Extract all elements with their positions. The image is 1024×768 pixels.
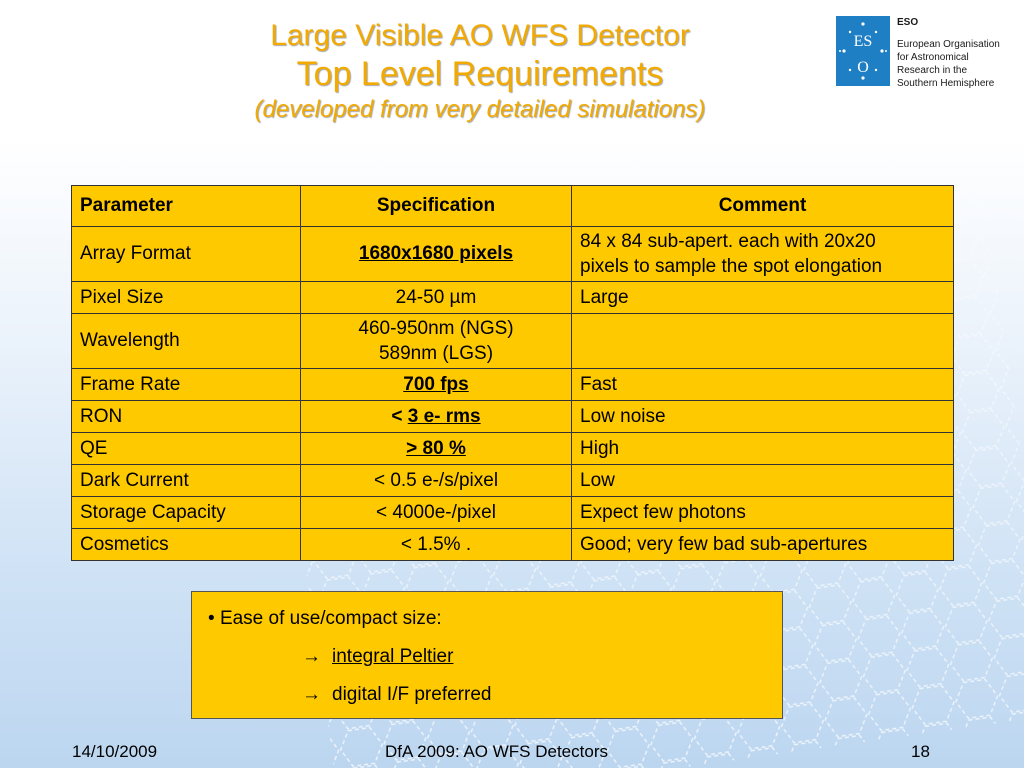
note-item-1-text: integral Peltier	[332, 646, 454, 667]
param-cell: Cosmetics	[72, 529, 301, 561]
spec-cell	[301, 369, 572, 401]
slide-title	[130, 18, 830, 126]
eso-abbreviation: ESO	[897, 17, 919, 28]
comment-cell: Large	[572, 282, 954, 314]
comment-cell: Good; very few bad sub-apertures	[572, 529, 954, 561]
spec-line-2: 589nm (LGS)	[378, 343, 494, 364]
arrow-right-icon: →	[302, 684, 321, 705]
eso-logo-text	[897, 16, 1000, 90]
comment-line-2: pixels to sample the spot elongation	[580, 256, 883, 277]
param-cell: Frame Rate	[72, 369, 301, 401]
comment-cell	[572, 314, 954, 369]
table-row	[72, 529, 954, 561]
param-cell: Storage Capacity	[72, 497, 301, 529]
table-row	[72, 401, 954, 433]
comment-cell: Low noise	[572, 401, 954, 433]
comment-cell: Low	[572, 465, 954, 497]
param-cell: Wavelength	[72, 314, 301, 369]
note-sub-item-1	[302, 646, 453, 668]
spec-cell: < 4000e-/pixel	[301, 497, 572, 529]
note-item-2-text: digital I/F preferred	[332, 684, 492, 705]
requirements-table	[71, 185, 954, 561]
param-cell: Pixel Size	[72, 282, 301, 314]
title-line-2: Top Level Requirements	[296, 55, 664, 93]
comment-cell	[572, 227, 954, 282]
title-line-3: (developed from very detailed simulations)	[254, 96, 706, 123]
bullet-icon: •	[208, 608, 215, 629]
spec-cell	[301, 433, 572, 465]
svg-text:ES: ES	[853, 33, 873, 50]
note-sub-item-2	[302, 684, 491, 706]
table-row	[72, 497, 954, 529]
spec-cell: < 1.5% .	[301, 529, 572, 561]
arrow-right-icon: →	[302, 646, 321, 667]
logo-text-line-4: Southern Hemisphere	[897, 78, 995, 89]
eso-logo	[836, 16, 890, 86]
spec-cell	[301, 227, 572, 282]
spec-cell	[301, 401, 572, 433]
logo-text-line-1: European Organisation	[897, 39, 1000, 50]
comment-cell: Fast	[572, 369, 954, 401]
spec-value: 3 e- rms	[407, 405, 481, 427]
table-row	[72, 433, 954, 465]
note-bullet-item	[208, 608, 442, 630]
notes-box	[191, 591, 783, 719]
table-row	[72, 282, 954, 314]
logo-text-line-3: Research in the	[897, 65, 968, 76]
comment-cell: Expect few photons	[572, 497, 954, 529]
comment-cell: High	[572, 433, 954, 465]
spec-cell	[301, 314, 572, 369]
table-row	[72, 465, 954, 497]
spec-value: > 80 %	[406, 437, 466, 459]
param-cell: Array Format	[72, 227, 301, 282]
spec-value: 700 fps	[403, 373, 469, 395]
page-number: 18	[911, 742, 930, 761]
spec-cell: < 0.5 e-/s/pixel	[301, 465, 572, 497]
header-comment: Comment	[572, 186, 954, 227]
spec-cell: 24-50 µm	[301, 282, 572, 314]
note-main-text: Ease of use/compact size:	[219, 608, 442, 629]
spec-prefix: <	[391, 405, 408, 427]
title-line-1: Large Visible AO WFS Detector	[270, 19, 690, 52]
param-cell: QE	[72, 433, 301, 465]
footer-date: 14/10/2009	[72, 742, 158, 761]
comment-line-1: 84 x 84 sub-apert. each with 20x20	[580, 231, 876, 252]
spec-line-1: 460-950nm (NGS)	[358, 318, 514, 339]
logo-text-line-2: for Astronomical	[897, 52, 969, 63]
svg-text:O: O	[857, 59, 869, 76]
spec-value: 1680x1680 pixels	[358, 243, 514, 264]
eso-emblem-icon	[836, 16, 890, 86]
table-row	[72, 314, 954, 369]
param-cell: Dark Current	[72, 465, 301, 497]
table-header-row	[72, 186, 954, 227]
param-cell: RON	[72, 401, 301, 433]
header-parameter: Parameter	[72, 186, 301, 227]
footer-title: DfA 2009: AO WFS Detectors	[385, 742, 608, 761]
table-row	[72, 227, 954, 282]
table-row	[72, 369, 954, 401]
header-specification: Specification	[301, 186, 572, 227]
